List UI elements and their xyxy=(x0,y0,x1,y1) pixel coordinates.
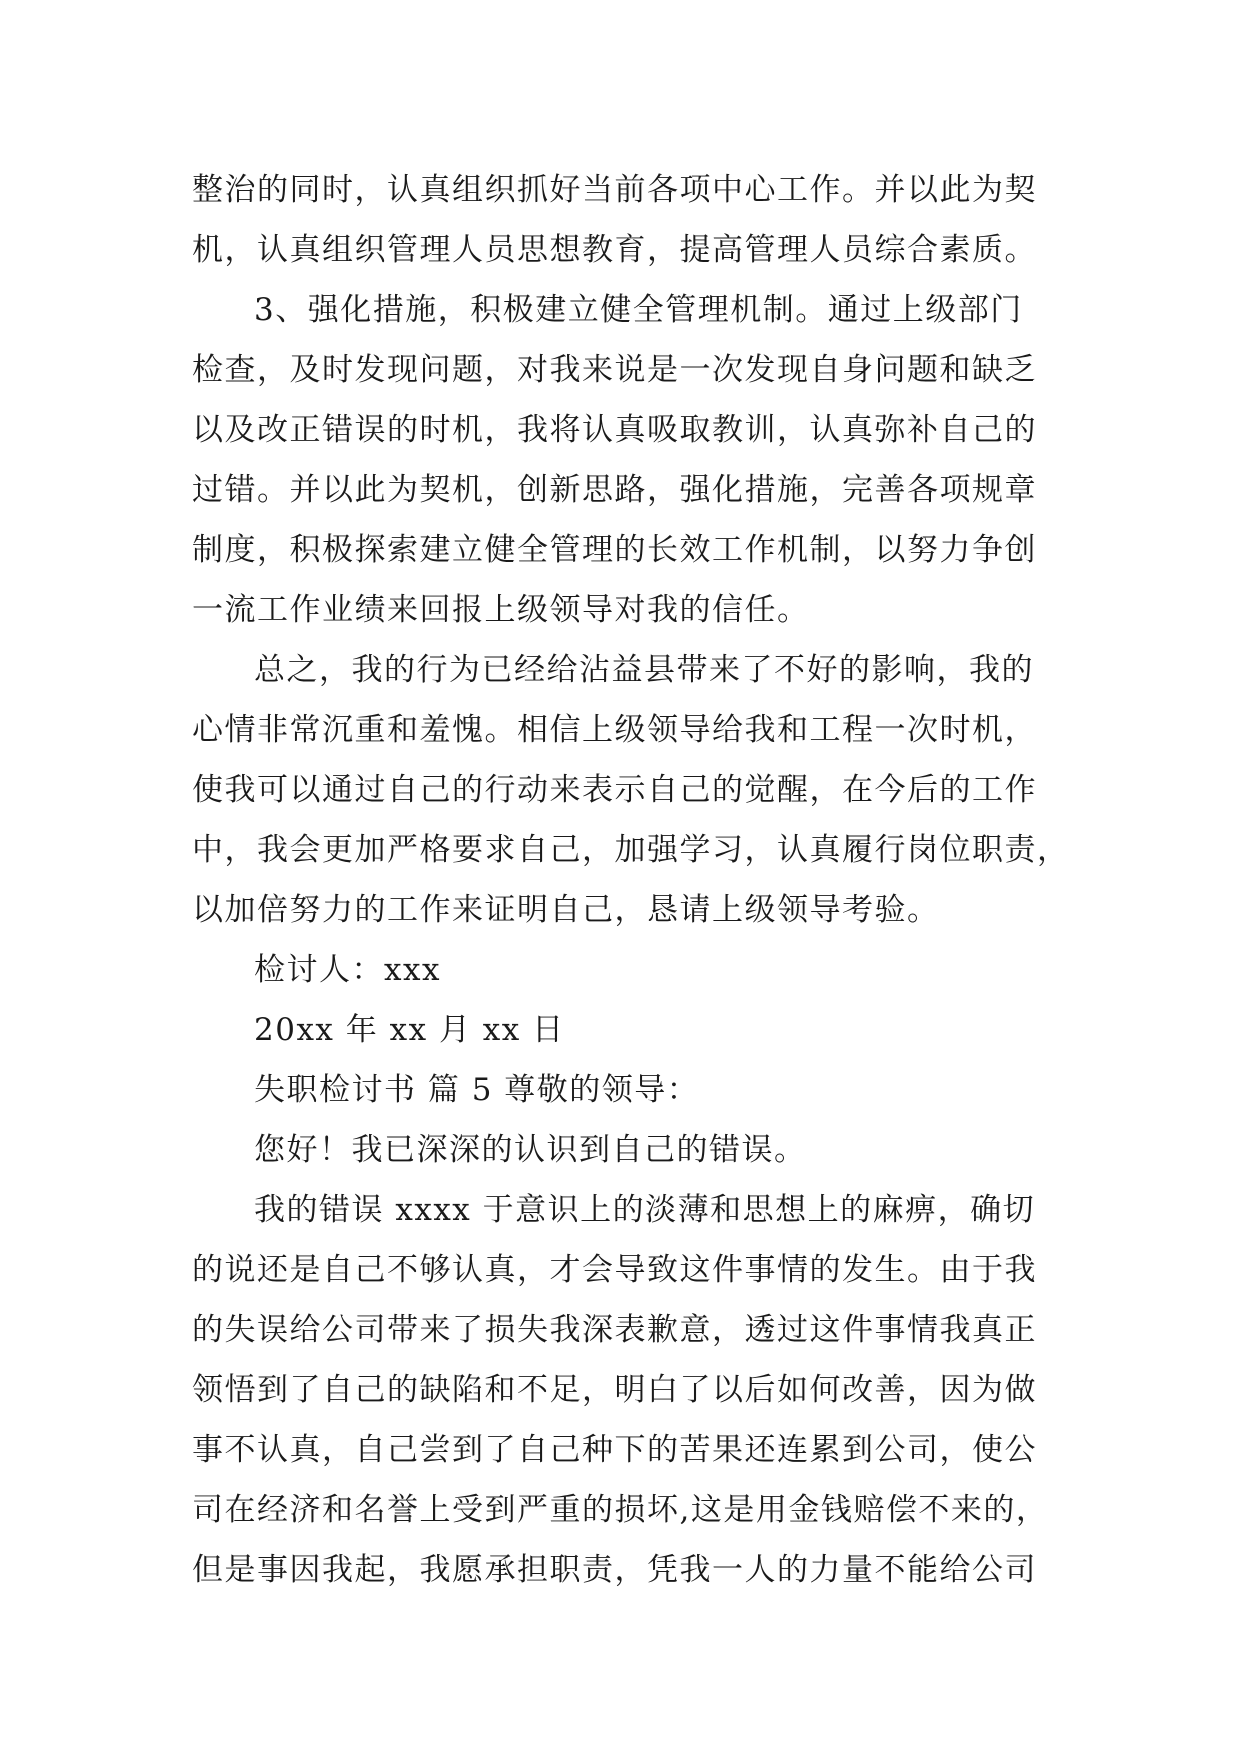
section-heading: 失职检讨书 篇 5 尊敬的领导： xyxy=(254,1072,700,1108)
text-line: 但是事因我起，我愿承担职责，凭我一人的力量不能给公司 xyxy=(192,1552,1037,1588)
text-line: 的失误给公司带来了损失我深表歉意，透过这件事情我真正 xyxy=(192,1312,1037,1348)
paragraph-start-line: 3、强化措施，积极建立健全管理机制。通过上级部门 xyxy=(254,292,1023,328)
document-page xyxy=(192,160,1072,1600)
text-line: 制度，积极探索建立健全管理的长效工作机制，以努力争创 xyxy=(192,532,1037,568)
text-line: 使我可以通过自己的行动来表示自己的觉醒，在今后的工作 xyxy=(192,772,1037,808)
paragraph-start-line: 我的错误 xxxx 于意识上的淡薄和思想上的麻痹，确切 xyxy=(254,1192,1036,1228)
greeting-line: 您好！我已深深的认识到自己的错误。 xyxy=(254,1132,807,1168)
text-line: 以加倍努力的工作来证明自己，恳请上级领导考验。 xyxy=(192,892,940,928)
text-line: 中，我会更加严格要求自己，加强学习，认真履行岗位职责， xyxy=(192,832,1070,868)
text-line: 机，认真组织管理人员思想教育，提高管理人员综合素质。 xyxy=(192,232,1037,268)
text-line: 的说还是自己不够认真，才会导致这件事情的发生。由于我 xyxy=(192,1252,1037,1288)
date-line: 20xx 年 xx 月 xx 日 xyxy=(254,1012,565,1048)
signature-line: 检讨人：xxx xyxy=(254,952,441,988)
text-line: 事不认真，自己尝到了自己种下的苦果还连累到公司，使公 xyxy=(192,1432,1037,1468)
text-line: 整治的同时，认真组织抓好当前各项中心工作。并以此为契 xyxy=(192,172,1037,208)
text-line: 领悟到了自己的缺陷和不足，明白了以后如何改善，因为做 xyxy=(192,1372,1037,1408)
text-line: 司在经济和名誉上受到严重的损坏,这是用金钱赔偿不来的， xyxy=(192,1492,1049,1528)
text-line: 过错。并以此为契机，创新思路，强化措施，完善各项规章 xyxy=(192,472,1037,508)
text-line: 检查，及时发现问题，对我来说是一次发现自身问题和缺乏 xyxy=(192,352,1037,388)
paragraph-start-line: 总之，我的行为已经给沾益县带来了不好的影响，我的 xyxy=(254,652,1034,688)
text-line: 一流工作业绩来回报上级领导对我的信任。 xyxy=(192,592,810,628)
text-line: 心情非常沉重和羞愧。相信上级领导给我和工程一次时机， xyxy=(192,712,1037,748)
text-line: 以及改正错误的时机，我将认真吸取教训，认真弥补自己的 xyxy=(192,412,1037,448)
